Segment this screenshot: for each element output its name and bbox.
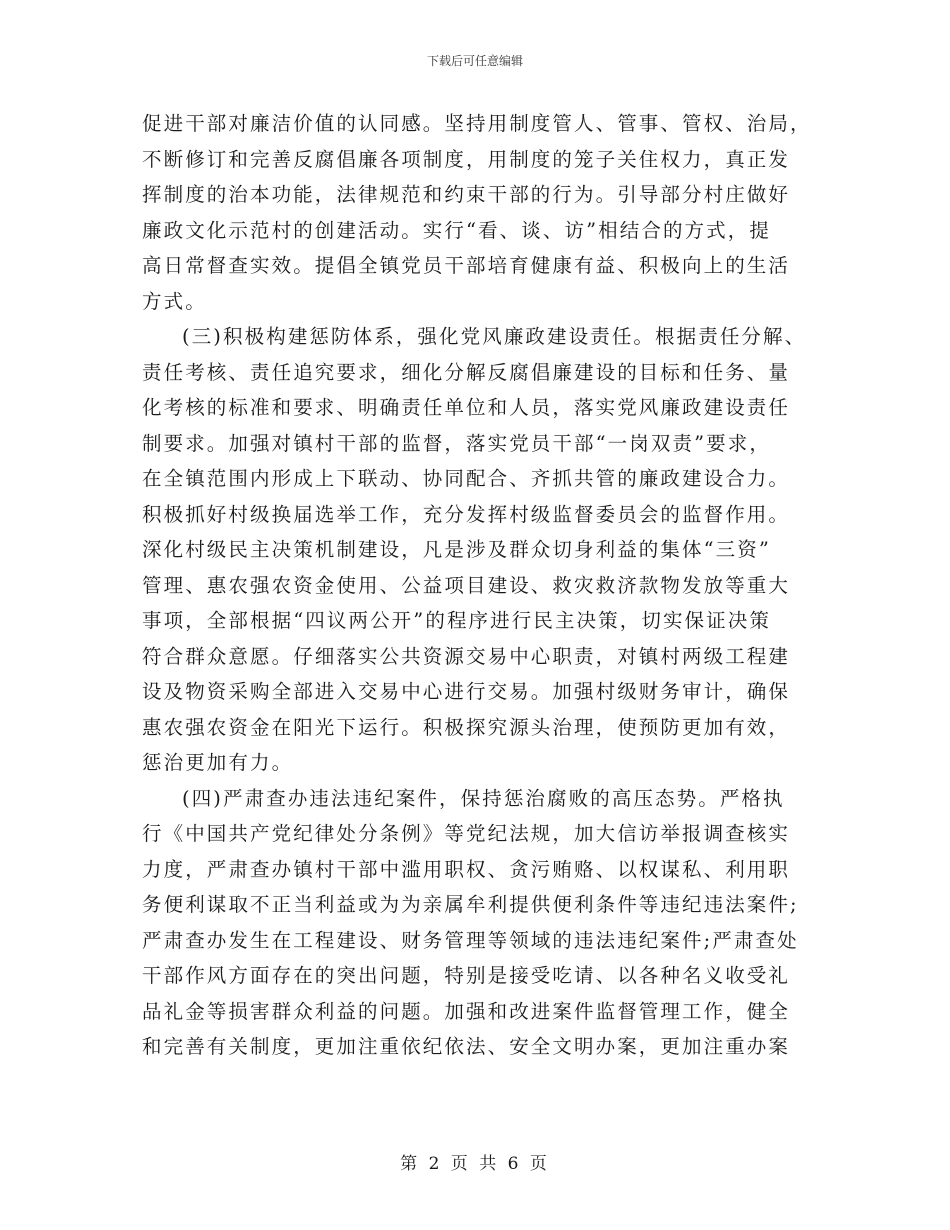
text-line: 在全镇范围内形成上下联动、协同配合、齐抓共管的廉政建设合力。 [142,467,791,490]
paragraph-3-section [142,319,818,781]
text-line: 高日常督查实效。提倡全镇党员干部培育健康有益、积极向上的生活 [142,254,791,277]
text-line: 惠农强农资金在阳光下运行。积极探究源头治理，使预防更加有效， [142,715,791,739]
text-line: 管理、惠农强农资金使用、公益项目建设、救灾救济款物发放等重大 [142,573,791,597]
document-body [142,106,818,1065]
text-line: 务便利谋取不正当利益或为为亲属牟利提供便利条件等违纪违法案件; [142,893,799,916]
text-line: 设及物资采购全部进入交易中心进行交易。加强村级财务审计，确保 [142,680,791,703]
text-line: 惩治更加有力。 [142,751,294,774]
text-line: 廉政文化示范村的创建活动。实行“看、谈、访”相结合的方式，提 [142,218,771,242]
page-number: 第 2 页 共 6 页 [400,1154,550,1174]
text-line: 深化村级民主决策机制建设，凡是涉及群众切身利益的集体“三资” [142,538,771,561]
text-line: 行《中国共产党纪律处分条例》等党纪法规，加大信访举报调查核实 [142,822,791,845]
text-line: 促进干部对廉洁价值的认同感。坚持用制度管人、管事、管权、治局， [142,112,812,135]
text-line: 积极抓好村级换届选举工作，充分发挥村级监督委员会的监督作用。 [142,502,791,526]
text-line: 责任考核、责任追究要求，细化分解反腐倡廉建设的目标和任务、量 [142,360,791,384]
page-header-note: 下载后可任意编辑 [426,54,523,68]
text-line: 不断修订和完善反腐倡廉各项制度，用制度的笼子关住权力，真正发 [142,147,791,171]
text-line: 制要求。加强对镇村干部的监督，落实党员干部“一岗双责”要求， [142,431,771,455]
text-line: (三)积极构建惩防体系，强化党风廉政建设责任。根据责任分解、 [182,325,807,348]
text-line: 力度，严肃查办镇村干部中滥用职权、贪污贿赂、以权谋私、利用职 [142,857,791,881]
paragraph-4-section [142,781,818,1065]
paragraph-1 [142,106,818,319]
text-line: 符合群众意愿。仔细落实公共资源交易中心职责，对镇村两级工程建 [142,644,791,668]
text-line: 品礼金等损害群众利益的问题。加强和改进案件监督管理工作，健全 [142,999,791,1023]
text-line: 方式。 [142,289,207,313]
text-line: 挥制度的治本功能，法律规范和约束干部的行为。引导部分村庄做好 [142,183,791,206]
text-line: 严肃查办发生在工程建设、财务管理等领域的违法违纪案件;严肃查处 [142,928,799,952]
text-line: 化考核的标准和要求、明确责任单位和人员，落实党风廉政建设责任 [142,396,791,419]
text-line: (四)严肃查办违法违纪案件，保持惩治腐败的高压态势。严格执 [182,786,785,810]
text-line: 和完善有关制度，更加注重依纪依法、安全文明办案，更加注重办案 [142,1035,791,1058]
text-line: 事项，全部根据“四议两公开”的程序进行民主决策，切实保证决策 [142,609,771,632]
text-line: 干部作风方面存在的突出问题，特别是接受吃请、以各种名义收受礼 [142,964,791,987]
